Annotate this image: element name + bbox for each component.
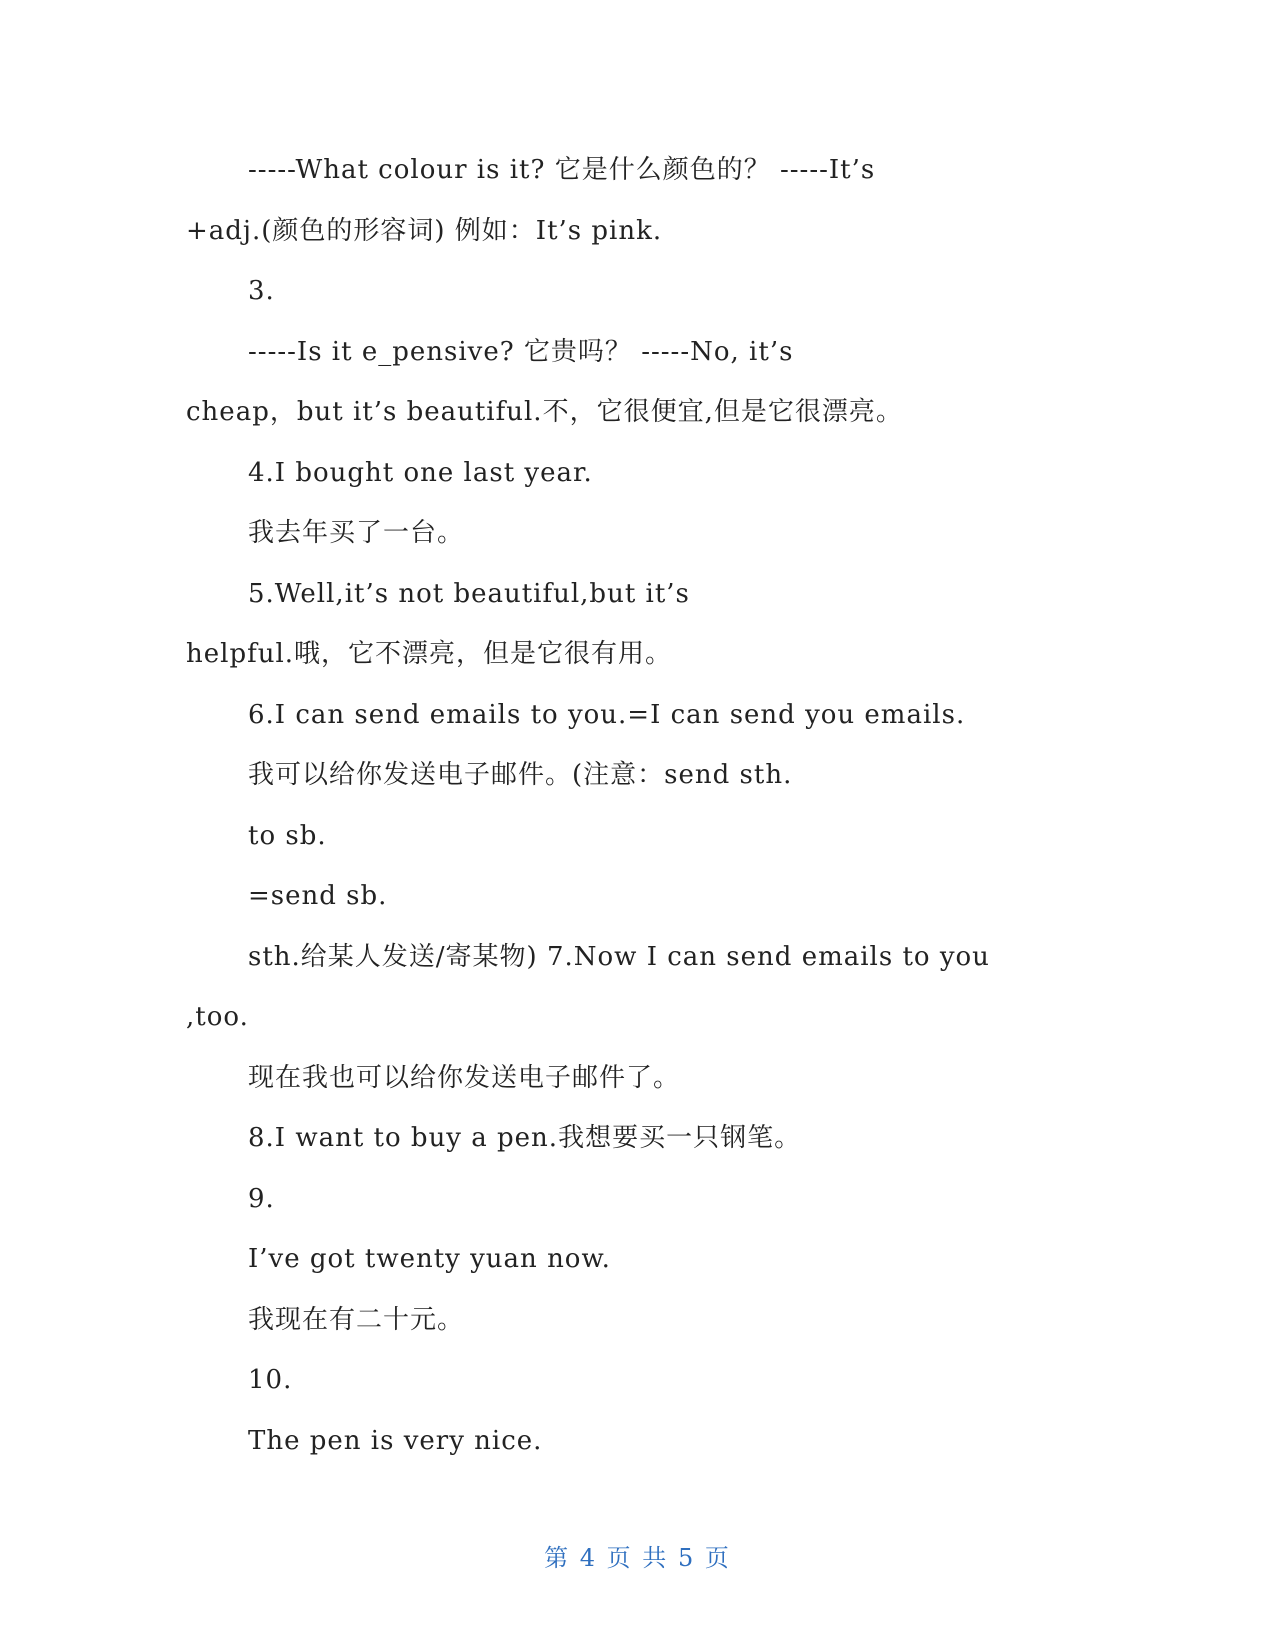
text-line: The pen is very nice. (248, 1425, 543, 1456)
text-line: sth.给某人发送/寄某物) 7.Now I can send emails to you (248, 941, 990, 972)
text-line: 4.I bought one last year. (248, 457, 593, 488)
text-line: 我去年买了一台。 (248, 518, 465, 548)
text-line: =send sb. (248, 881, 388, 911)
text-line: 8.I want to buy a pen.我想要买一只钢笔。 (248, 1123, 802, 1153)
text-line: 5.Well,it’s not beautiful,but it’s (248, 578, 690, 609)
text-line: cheap，but it’s beautiful.不，它很便宜,但是它很漂亮。 (186, 397, 903, 427)
text-line: 6.I can send emails to you.=I can send you emails. (248, 699, 966, 730)
text-line: 3. (248, 276, 275, 306)
text-line: -----What colour is it? 它是什么颜色的？ -----It’s (248, 155, 876, 185)
text-line: 9. (248, 1183, 275, 1214)
text-line: 现在我也可以给你发送电子邮件了。 (248, 1062, 681, 1093)
text-line: helpful.哦，它不漂亮，但是它很有用。 (186, 639, 673, 669)
text-line: ,too. (186, 1002, 249, 1032)
text-line: to sb. (248, 820, 327, 851)
document-body (186, 140, 1086, 1471)
text-line: 我现在有二十元。 (248, 1304, 465, 1335)
text-line: 10. (248, 1365, 293, 1395)
text-line: 我可以给你发送电子邮件。(注意：send sth. (248, 760, 793, 790)
text-line: I’ve got twenty yuan now. (248, 1244, 611, 1274)
page-footer: 第 4 页 共 5 页 (544, 1544, 731, 1572)
text-line: +adj.(颜色的形容词) 例如：It’s pink. (186, 215, 663, 246)
text-line: -----Is it e_pensive? 它贵吗？ -----No, it’s (248, 336, 794, 367)
